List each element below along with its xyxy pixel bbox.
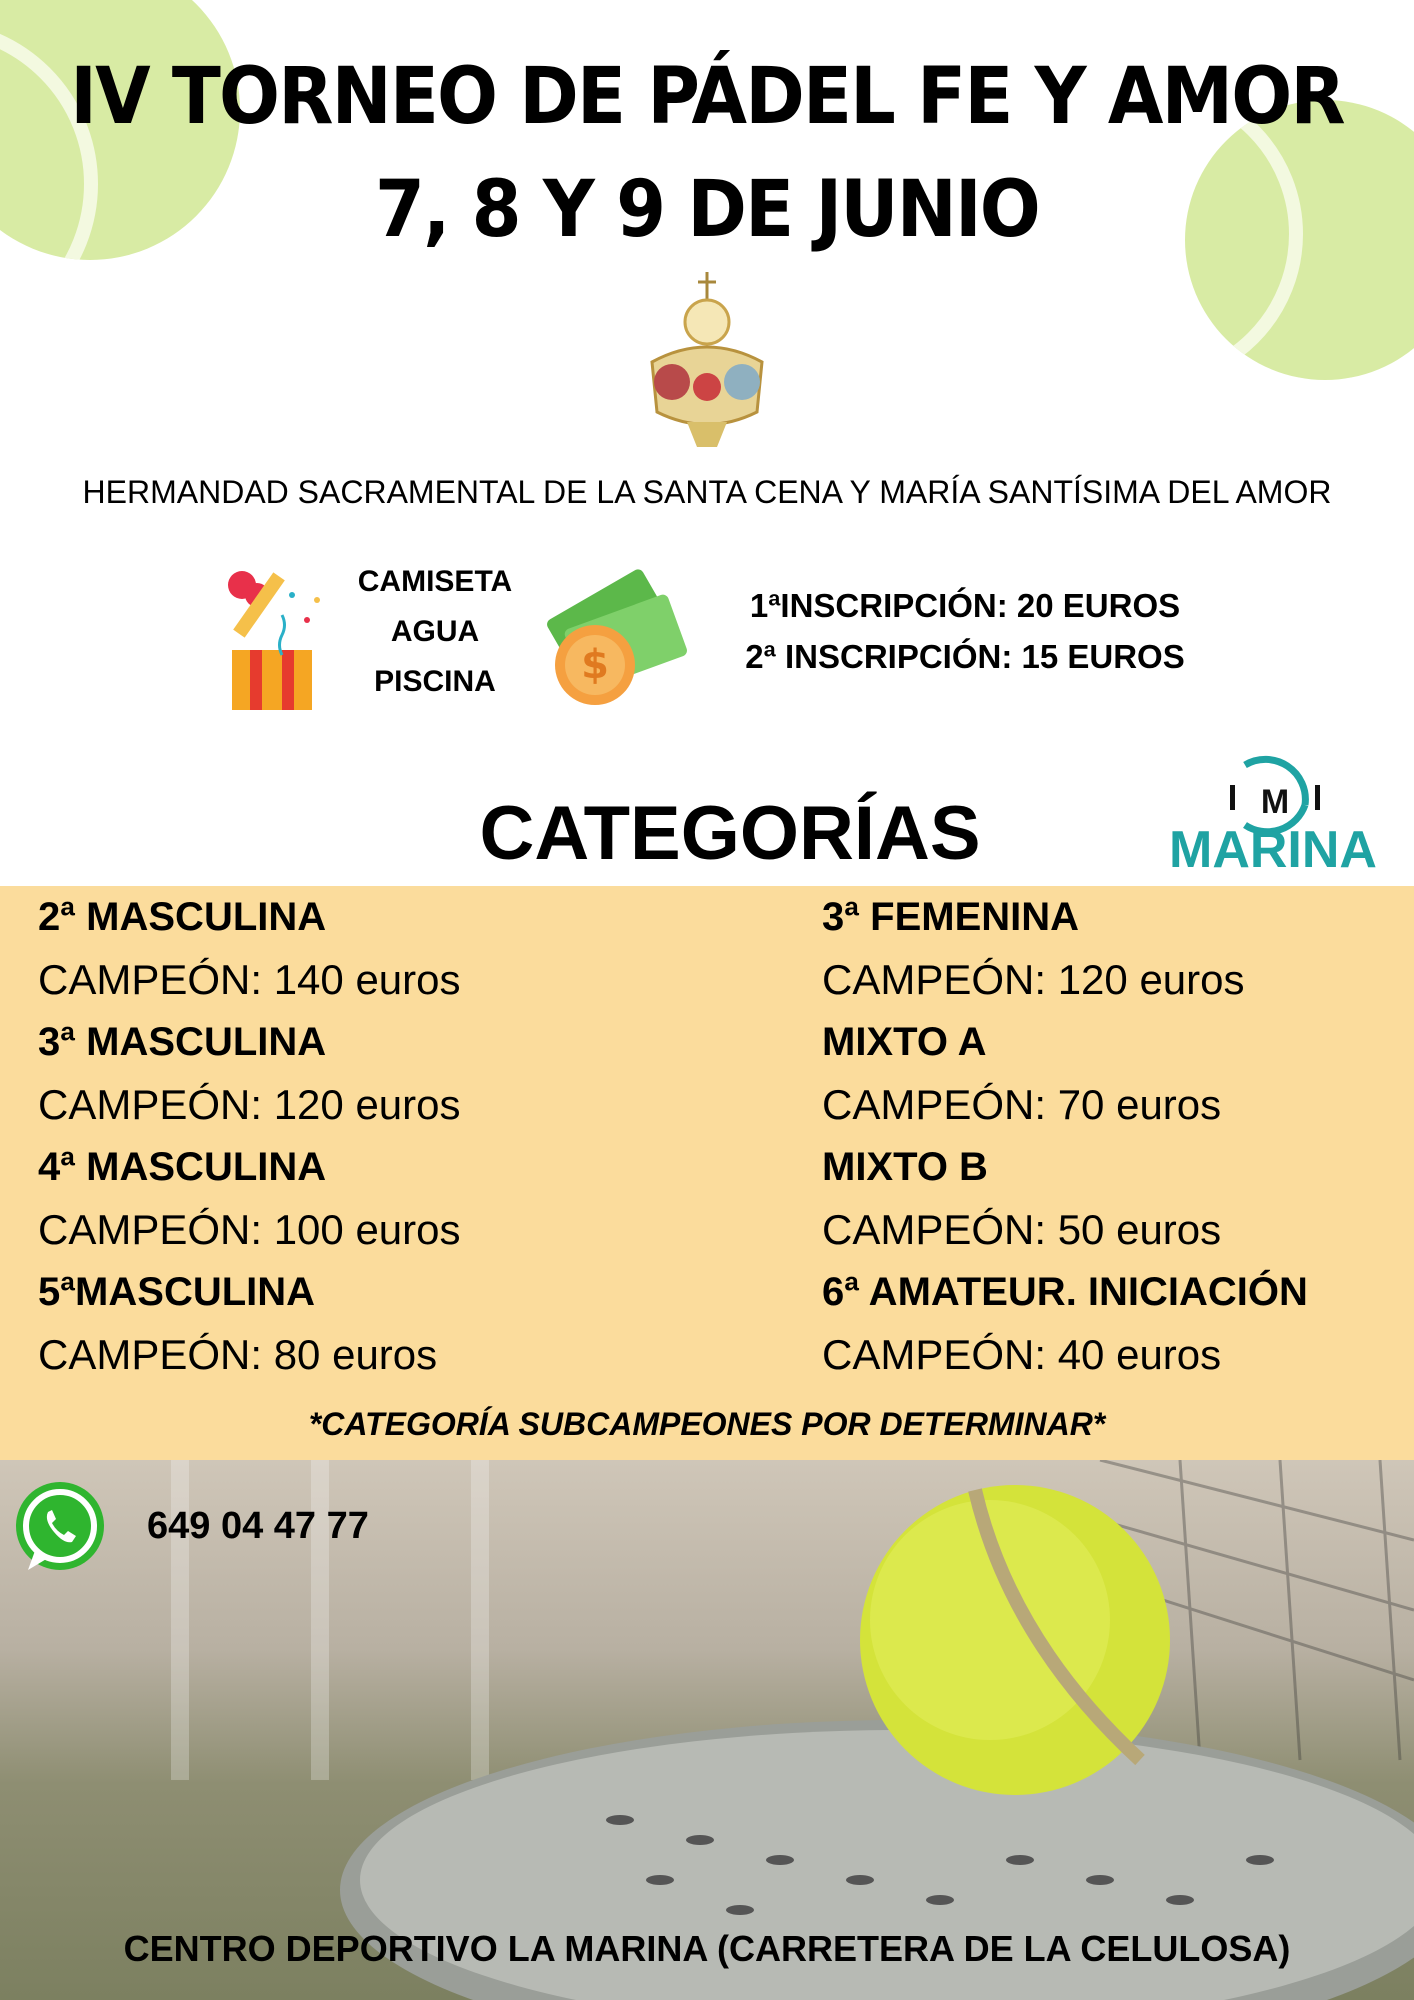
perk-item: PISCINA	[374, 665, 496, 698]
category-prize: CAMPEÓN: 80 euros	[38, 1330, 438, 1378]
category-prize: CAMPEÓN: 120 euros	[38, 1080, 461, 1128]
category-name: MIXTO A	[822, 1020, 987, 1064]
svg-text:MARINA: MARINA	[1169, 821, 1377, 875]
category-prize: CAMPEÓN: 100 euros	[38, 1205, 461, 1253]
category-name: 5ªMASCULINA	[38, 1270, 316, 1314]
categories-left-column	[38, 886, 461, 1386]
runner-up-note: *CATEGORÍA SUBCAMPEONES POR DETERMINAR*	[308, 1406, 1106, 1442]
organizer-name: HERMANDAD SACRAMENTAL DE LA SANTA CENA Y MARÍA SANTÍSIMA DEL AMOR	[82, 474, 1332, 510]
inscription-price: 1ªINSCRIPCIÓN: 20 EUROS	[749, 587, 1181, 624]
category-prize: CAMPEÓN: 40 euros	[822, 1330, 1222, 1378]
categories-panel	[0, 886, 1414, 1460]
category-prize: CAMPEÓN: 120 euros	[822, 955, 1245, 1003]
perk-item: CAMISETA	[357, 565, 513, 598]
perk-item: AGUA	[390, 615, 480, 648]
sponsor-logo	[1165, 745, 1385, 875]
svg-text:M: M	[1260, 783, 1290, 821]
category-prize: CAMPEÓN: 70 euros	[822, 1080, 1222, 1128]
contact-phone: 649 04 47 77	[147, 1505, 369, 1547]
categories-right-column	[822, 886, 1308, 1386]
category-name: 2ª MASCULINA	[38, 895, 327, 939]
category-name: 4ª MASCULINA	[38, 1145, 327, 1189]
category-name: MIXTO B	[822, 1145, 988, 1189]
brotherhood-emblem	[632, 272, 782, 452]
svg-text:$: $	[581, 642, 609, 688]
poster-dates: 7, 8 Y 9 DE JUNIO	[375, 165, 1039, 255]
categories-heading: CATEGORÍAS	[479, 791, 981, 876]
category-name: 3ª MASCULINA	[38, 1020, 327, 1064]
category-prize: CAMPEÓN: 140 euros	[38, 955, 461, 1003]
whatsapp-icon	[10, 1478, 110, 1578]
category-prize: CAMPEÓN: 50 euros	[822, 1205, 1222, 1253]
inscription-price: 2ª INSCRIPCIÓN: 15 EUROS	[745, 638, 1185, 675]
money-icon	[535, 560, 695, 710]
venue-address: CENTRO DEPORTIVO LA MARINA (CARRETERA DE LA CELULOSA)	[123, 1928, 1291, 1969]
gift-icon	[222, 565, 342, 715]
category-name: 6ª AMATEUR. INICIACIÓN	[822, 1270, 1308, 1314]
category-name: 3ª FEMENINA	[822, 895, 1080, 939]
poster-title: IV TORNEO DE PÁDEL FE Y AMOR	[70, 52, 1344, 142]
